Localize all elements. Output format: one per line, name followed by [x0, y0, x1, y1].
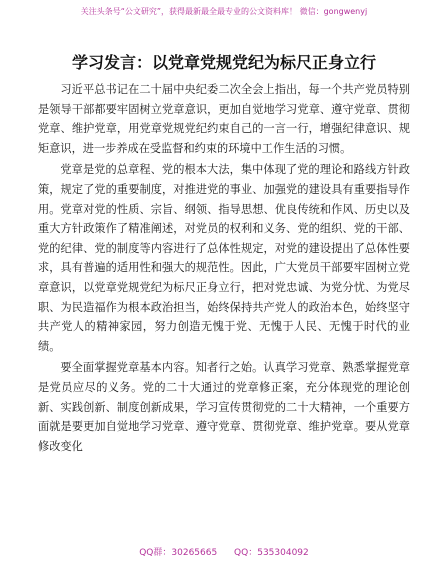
- paragraph-3: 要全面掌握党章基本内容。知者行之始。认真学习党章、熟悉掌握党章是党员应尽的义务。党的二十大通过的党章修正案，充分体现党的理论创新、实践创新、制度创新成果，学习宣传贯彻党的二十大精神，一个重要方面就是要更加自觉地学习党章、遵守党章、贯彻党章、维护党章。要从党章修改变化: [38, 361, 410, 453]
- paragraph-1: 习近平总书记在二十届中央纪委二次全会上指出，每一个共产党员特别是领导干部都要牢固树立党章意识，更加自觉地学习党章、遵守党章、贯彻党章、维护党章，用党章党规党纪约束自己的一言一行，增强纪律意识、规矩意识，进一步养成在受监督和约束的环境中工作生活的习惯。: [38, 83, 410, 155]
- document-body: [38, 80, 410, 458]
- paragraph-2: 党章是党的总章程、党的根本大法，集中体现了党的理论和路线方针政策，规定了党的重要制度，对推进党的事业、加强党的建设具有重要指导作用。党章对党的性质、宗旨、纲领、指导思想、优良传统和作风、历史以及重大方针政策作了精准阐述，对党员的权利和义务、党的组织、党的干部、党的纪律、党的制度等内容进行了总体性规定，对党的建设提出了总体性要求，具有普遍的适用性和强大的规范性。因此，广大党员干部要牢固树立党章意识，以党章党规党纪为标尺正身立行，把对党忠诚、为党分忧、为党尽职、为民造福作为根本政治担当，始终保持共产党人的政治本色，始终坚守共产党人的精神家园，努力创造无愧于党、无愧于人民、无愧于时代的业绩。: [38, 163, 410, 353]
- header-note: 关注头条号“公文研究”，获得最新最全最专业的公文资料库！ 微信：gongwenyj: [80, 7, 368, 16]
- footer-contact: QQ群：30265665 QQ：535304092: [139, 548, 309, 558]
- page-title: 学习发言：以党章党规党纪为标尺正身立行: [71, 53, 376, 72]
